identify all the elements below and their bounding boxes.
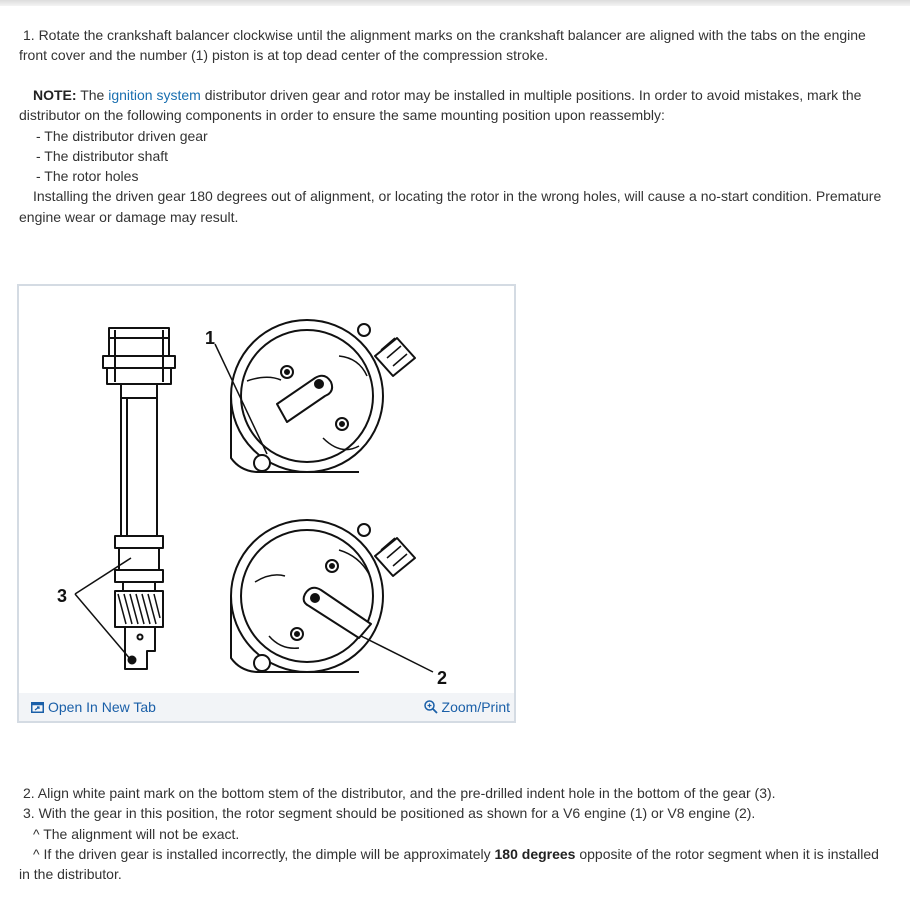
bullet-2 bbox=[19, 844, 899, 864]
open-tab-icon bbox=[31, 702, 44, 713]
step-1-line-1: 1. Rotate the crankshaft balancer clockwise until the alignment marks on the crankshaft balancer are aligned with the tabs on the engine bbox=[23, 27, 866, 43]
bullet-2-post: opposite of the rotor segment when it is installed bbox=[575, 845, 879, 862]
distributor-diagram bbox=[19, 286, 514, 693]
distributor-figure bbox=[17, 284, 516, 723]
note-line-1 bbox=[19, 85, 899, 105]
step-2: 2. Align white paint mark on the bottom stem of the distributor, and the pre-drilled indent hole in the bottom of the gear (3). bbox=[23, 785, 776, 801]
note-item: - The distributor shaft bbox=[36, 147, 169, 164]
distributor-top-view-v6 bbox=[231, 320, 415, 472]
bullet-2-line-2: in the distributor. bbox=[19, 866, 122, 883]
ignition-system-link[interactable]: ignition system bbox=[108, 87, 201, 103]
warning-line-2: engine wear or damage may result. bbox=[19, 208, 239, 225]
note-label: NOTE: bbox=[33, 87, 77, 103]
top-divider bbox=[0, 0, 910, 6]
warning-line-1: Installing the driven gear 180 degrees out of alignment, or locating the rotor in the wrong holes, will cause a no-start condition. Premature bbox=[33, 188, 882, 205]
callout-3: 3 bbox=[57, 586, 68, 606]
callout-1: 1 bbox=[205, 328, 216, 348]
steps-2-3 bbox=[19, 783, 899, 884]
step-1-line-2: front cover and the number (1) piston is at top dead center of the compression stroke. bbox=[19, 47, 549, 64]
zoom-print-link[interactable] bbox=[424, 699, 510, 715]
zoom-print-label: Zoom/Print bbox=[441, 699, 510, 715]
note-item: - The distributor driven gear bbox=[36, 127, 208, 144]
note-line-2: distributor on the following components in order to ensure the same mounting position upon reassembly: bbox=[19, 107, 665, 124]
zoom-icon bbox=[424, 700, 438, 714]
bullet-2-bold: 180 degrees bbox=[494, 845, 576, 862]
step-3: 3. With the gear in this position, the rotor segment should be positioned as shown for a V6 engine (1) or V8 engine (2). bbox=[23, 805, 756, 822]
note-block bbox=[19, 85, 899, 227]
open-in-new-tab-label: Open In New Tab bbox=[48, 699, 156, 715]
note-pre: The bbox=[76, 87, 109, 103]
figure-toolbar bbox=[19, 693, 514, 721]
open-in-new-tab-link[interactable] bbox=[31, 699, 156, 715]
bullet-1: ^ The alignment will not be exact. bbox=[33, 825, 240, 842]
note-item: - The rotor holes bbox=[36, 168, 139, 185]
bullet-2-pre: ^ If the driven gear is installed incorrectly, the dimple will be approximately bbox=[33, 845, 495, 862]
note-post: distributor driven gear and rotor may be installed in multiple positions. In order to avoid mistakes, mark the bbox=[200, 87, 862, 103]
step-1 bbox=[19, 25, 899, 66]
callout-2: 2 bbox=[437, 668, 448, 688]
distributor-shaft bbox=[103, 328, 175, 669]
